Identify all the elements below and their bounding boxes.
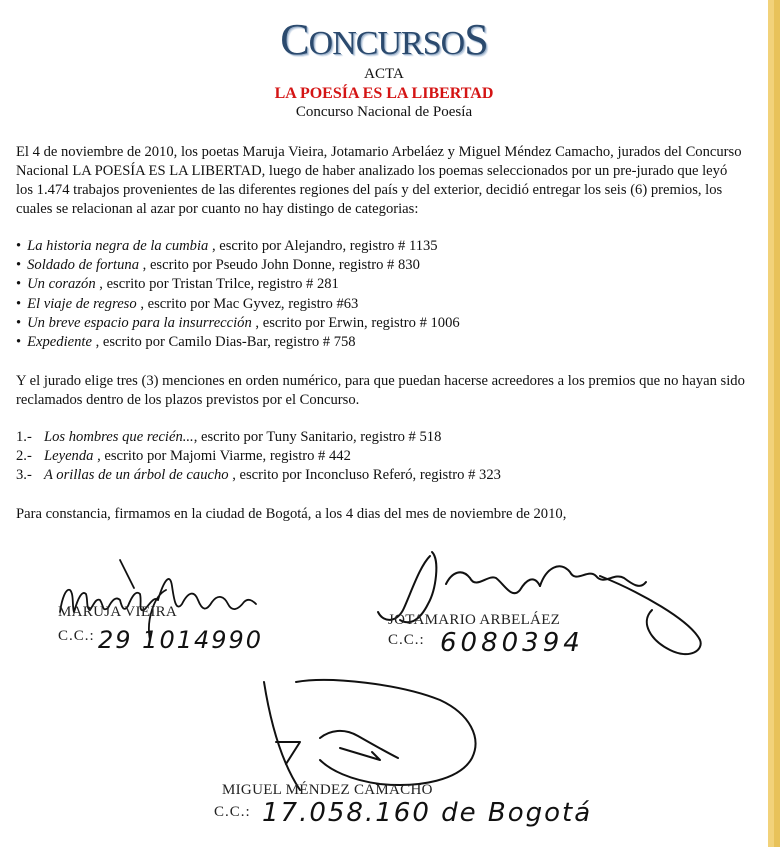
prize-detail: , escrito por Pseudo John Donne, registro # 830	[139, 257, 420, 274]
prize-detail: , escrito por Camilo Dias-Bar, registro # 758	[91, 334, 356, 351]
prize-title: Expediente	[27, 334, 92, 351]
signer-cc-label: C.C.:	[388, 632, 425, 648]
contest-subtitle: Concurso Nacional de Poesía	[295, 104, 473, 120]
mention-detail: , escrito por Tuny Sanitario, registro # 518	[193, 429, 442, 445]
mention-detail: , escrito por Majomi Viarme, registro # 442	[93, 448, 351, 465]
signer-cc-number-handwritten: 17.058.160 de Bogotá	[262, 798, 593, 828]
signature-miguel-mendez-camacho	[264, 680, 475, 790]
mention-title: Leyenda	[44, 448, 94, 465]
prize-title: Soldado de fortuna	[27, 257, 139, 274]
mention-number: 2.-	[16, 448, 32, 465]
mention-detail: , escrito por Inconcluso Referó, registro # 323	[228, 467, 501, 484]
signer-name-miguel-mendez-camacho: MIGUEL MÉNDEZ CAMACHO	[222, 782, 433, 798]
mention-number: 1.-	[16, 429, 32, 445]
prize-title: La historia negra de la cumbia	[27, 238, 209, 254]
signer-cc-label: C.C.:	[58, 628, 95, 644]
mention-title: A orillas de un árbol de caucho	[44, 467, 229, 484]
signer-name-maruja-vieira: MARUJA VIEIRA	[58, 604, 178, 620]
concursos-logo: CONCURSOS	[280, 15, 488, 64]
signer-cc-number-handwritten: 29 1014990	[98, 626, 264, 654]
signer-cc-label: C.C.:	[214, 804, 251, 820]
prize-detail: , escrito por Alejandro, registro # 1135	[208, 238, 438, 254]
prize-detail: , escrito por Mac Gyvez, registro #63	[136, 295, 359, 312]
prize-detail: , escrito por Tristan Trilce, registro # 281	[95, 276, 339, 293]
prize-detail: , escrito por Erwin, registro # 1006	[251, 314, 460, 331]
prize-title: El viaje de regreso	[27, 295, 137, 312]
prize-title: Un corazón	[27, 276, 96, 293]
signer-name-jotamario-arbelaez: JOTAMARIO ARBELÁEZ	[388, 612, 561, 628]
acta-heading: ACTA	[364, 66, 404, 82]
mentions-paragraph: Y el jurado elige tres (3) menciones en orden numérico, para que puedan hacerse acreedores a los premios que no hayan sido reclamados dentro de los plazos previstos por el Concurso.	[16, 373, 745, 408]
mention-title: Los hombres que recién...	[44, 429, 194, 445]
signer-cc-number-handwritten: 6080394	[440, 628, 584, 658]
prize-title: Un breve espacio para la insurrección	[27, 314, 252, 331]
mention-number: 3.-	[16, 467, 32, 484]
closing-paragraph: Para constancia, firmamos en la ciudad de Bogotá, a los 4 dias del mes de noviembre de 2010,	[16, 506, 567, 522]
intro-paragraph: El 4 de noviembre de 2010, los poetas Maruja Vieira, Jotamario Arbeláez y Miguel Méndez Camacho, jurados del Concurso Nacional LA POESÍA ES LA LIBERTAD, luego de haber analizado los poemas seleccionados por un pre-jurado que leyó los 1.474 trabajos provenientes de las diferentes regiones del país y del exterior, decidió entregar los seis (6) premios, los cuales se relacionan al azar por cuanto no hay distingo de categorias:	[16, 144, 742, 217]
contest-title: LA POESÍA ES LA LIBERTAD	[274, 85, 494, 102]
